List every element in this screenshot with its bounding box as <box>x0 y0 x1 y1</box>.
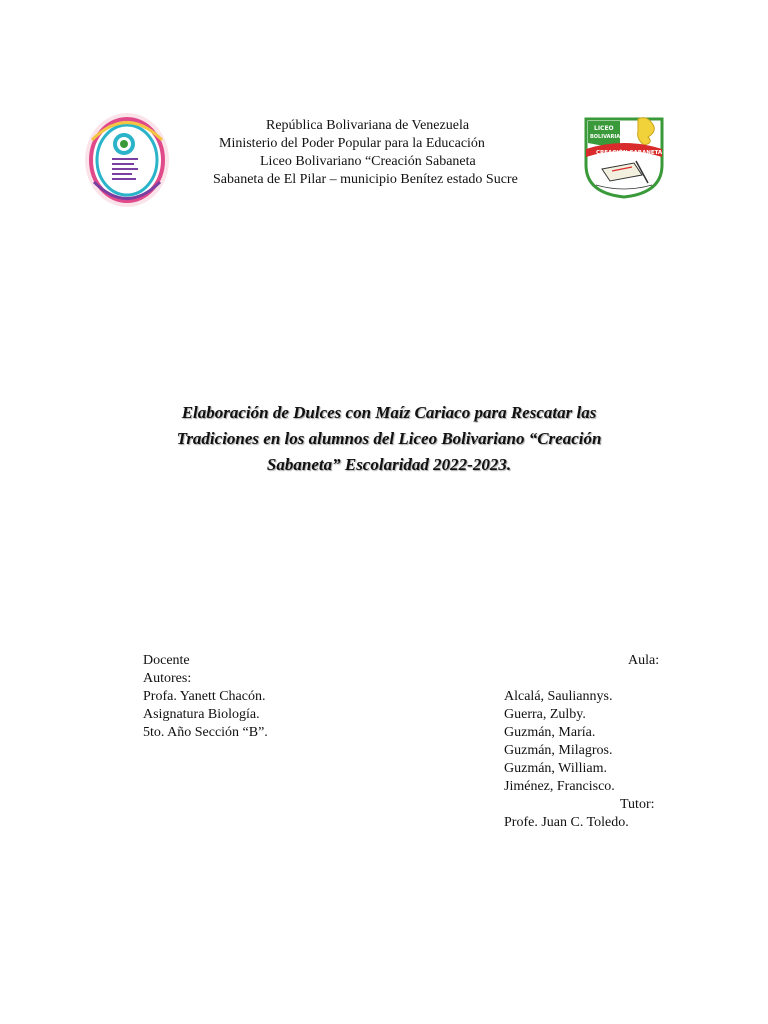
student-5: Guzmán, William. <box>504 761 607 776</box>
student-6: Jiménez, Francisco. <box>504 779 615 794</box>
tutor-name: Profe. Juan C. Toledo. <box>504 815 629 830</box>
autores-label: Autores: <box>143 671 192 686</box>
student-3: Guzmán, María. <box>504 725 596 740</box>
header-line-ministry: Ministerio del Poder Popular para la Educación <box>219 136 485 151</box>
student-1: Alcalá, Sauliannys. <box>504 689 613 704</box>
title-line-1: Elaboración de Dulces con Maíz Cariaco para Rescatar las <box>181 403 597 422</box>
document-title <box>150 400 628 478</box>
student-2: Guerra, Zulby. <box>504 707 586 722</box>
svg-text:LICEO: LICEO <box>594 125 614 132</box>
aula-label: Aula: <box>628 653 660 668</box>
svg-text:BOLIVARIANO: BOLIVARIANO <box>590 134 629 140</box>
header-line-school: Liceo Bolivariano “Creación Sabaneta <box>260 154 476 169</box>
section-name: 5to. Año Sección “B”. <box>143 725 268 740</box>
subject-name: Asignatura Biología. <box>143 707 260 722</box>
title-line-2: Tradiciones en los alumnos del Liceo Bolivariano “Creación <box>176 429 602 448</box>
liceo-bolivariano-crest-icon <box>582 113 666 199</box>
ministry-education-logo-icon <box>82 110 172 210</box>
svg-text:CREACIÓN SABANETA: CREACIÓN SABANETA <box>596 150 663 156</box>
tutor-label: Tutor: <box>620 797 655 812</box>
title-line-3: Sabaneta” Escolaridad 2022-2023. <box>266 455 512 474</box>
header-line-location: Sabaneta de El Pilar – municipio Benítez estado Sucre <box>213 172 518 187</box>
teacher-name: Profa. Yanett Chacón. <box>143 689 266 704</box>
student-4: Guzmán, Milagros. <box>504 743 613 758</box>
docente-label: Docente <box>143 653 190 668</box>
header-line-republic: República Bolivariana de Venezuela <box>266 118 470 133</box>
